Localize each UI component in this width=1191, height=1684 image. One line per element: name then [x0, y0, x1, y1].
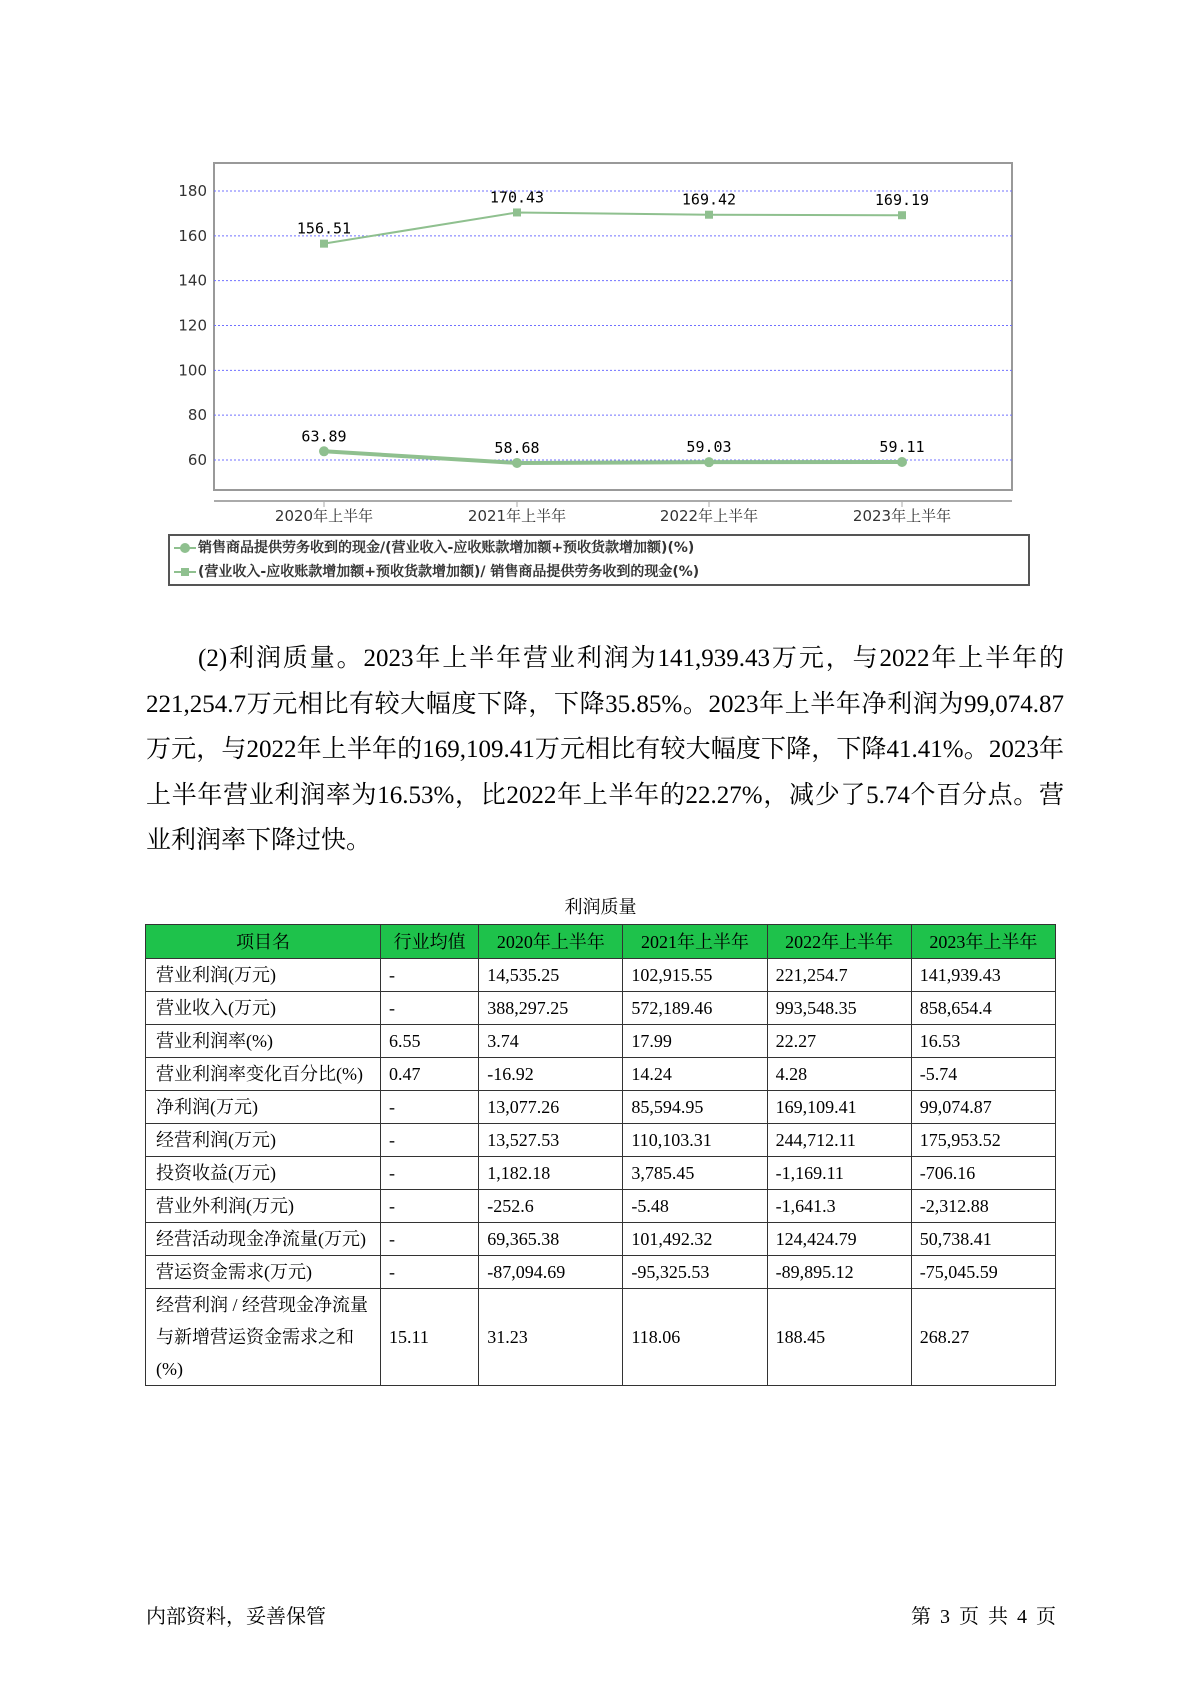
table-row: [146, 992, 1056, 1025]
legend-label: 销售商品提供劳务收到的现金/(营业收入-应收账款增加额+预收货款增加额)(%): [198, 540, 695, 556]
table-cell: 572,189.46: [623, 992, 767, 1025]
table-cell: -95,325.53: [623, 1256, 767, 1289]
table-cell: -252.6: [479, 1190, 623, 1223]
data-label: 59.03: [686, 438, 732, 457]
data-point: [898, 211, 906, 219]
table-cell: 993,548.35: [767, 992, 911, 1025]
table-cell: -: [381, 1256, 479, 1289]
row-label: 营运资金需求(万元): [146, 1256, 381, 1289]
table-cell: 50,738.41: [911, 1223, 1055, 1256]
row-label: 营业外利润(万元): [146, 1190, 381, 1223]
table-row: [146, 1256, 1056, 1289]
table-cell: -: [381, 1157, 479, 1190]
row-label: 经营利润(万元): [146, 1124, 381, 1157]
table-row: [146, 1223, 1056, 1256]
row-label: 营业收入(万元): [146, 992, 381, 1025]
column-header: 2023年上半年: [911, 925, 1055, 959]
row-label: 投资收益(万元): [146, 1157, 381, 1190]
table-cell: -: [381, 1190, 479, 1223]
y-tick-label: 100: [178, 361, 207, 380]
table-header-row: [146, 925, 1056, 959]
legend-item-inverse-ratio: [170, 560, 1028, 584]
y-tick-label: 60: [187, 451, 207, 469]
table-cell: -: [381, 1124, 479, 1157]
table-cell: -75,045.59: [911, 1256, 1055, 1289]
row-label: 营业利润(万元): [146, 959, 381, 992]
x-tick-label: 2022年上半年: [659, 507, 759, 525]
circle-marker-icon: [174, 542, 196, 554]
legend-label: (营业收入-应收账款增加额+预收货款增加额)/ 销售商品提供劳务收到的现金(%): [198, 564, 700, 580]
footer-page-number: 第 3 页 共 4 页: [911, 1606, 1056, 1628]
table-cell: 16.53: [911, 1025, 1055, 1058]
y-tick-label: 120: [178, 316, 207, 335]
table-caption: 利润质量: [564, 897, 637, 917]
table-cell: 141,939.43: [911, 959, 1055, 992]
table-cell: 14.24: [623, 1058, 767, 1091]
data-point: [704, 457, 714, 467]
data-label: 59.11: [879, 437, 925, 456]
table-row: [146, 959, 1056, 992]
x-tick-label: 2020年上半年: [274, 507, 374, 525]
line-chart: [0, 0, 1191, 530]
column-header: 2022年上半年: [767, 925, 911, 959]
table-cell: 169,109.41: [767, 1091, 911, 1124]
table-cell: 118.06: [623, 1289, 767, 1386]
data-point: [897, 457, 907, 467]
table-cell: 99,074.87: [911, 1091, 1055, 1124]
table-cell: -89,895.12: [767, 1256, 911, 1289]
table-cell: 3.74: [479, 1025, 623, 1058]
table-row: [146, 1091, 1056, 1124]
y-tick-label: 160: [178, 226, 207, 245]
table-cell: 175,953.52: [911, 1124, 1055, 1157]
table-cell: -87,094.69: [479, 1256, 623, 1289]
table-cell: 268.27: [911, 1289, 1055, 1386]
row-label: 营业利润率(%): [146, 1025, 381, 1058]
table-cell: 1,182.18: [479, 1157, 623, 1190]
chart-legend: [168, 534, 1030, 586]
table-cell: 15.11: [381, 1289, 479, 1386]
table-cell: 858,654.4: [911, 992, 1055, 1025]
table-cell: 22.27: [767, 1025, 911, 1058]
table-cell: -5.74: [911, 1058, 1055, 1091]
data-point: [513, 208, 521, 216]
table-cell: 244,712.11: [767, 1124, 911, 1157]
legend-item-cash-ratio: [170, 536, 1028, 560]
data-point: [705, 211, 713, 219]
table-cell: 221,254.7: [767, 959, 911, 992]
x-tick-label: 2023年上半年: [852, 507, 952, 525]
data-label: 63.89: [301, 427, 347, 446]
table-cell: 124,424.79: [767, 1223, 911, 1256]
table-cell: 4.28: [767, 1058, 911, 1091]
table-cell: 101,492.32: [623, 1223, 767, 1256]
y-tick-label: 180: [178, 182, 207, 200]
x-tick-label: 2021年上半年: [467, 507, 567, 525]
row-label: 净利润(万元): [146, 1091, 381, 1124]
table-cell: 102,915.55: [623, 959, 767, 992]
table-cell: 110,103.31: [623, 1124, 767, 1157]
profit-quality-table: [145, 924, 1056, 1386]
column-header: 行业均值: [381, 925, 479, 959]
data-label: 170.43: [489, 188, 545, 207]
table-cell: -1,169.11: [767, 1157, 911, 1190]
table-cell: 6.55: [381, 1025, 479, 1058]
table-cell: 85,594.95: [623, 1091, 767, 1124]
column-header: 2020年上半年: [479, 925, 623, 959]
y-tick-label: 80: [187, 406, 207, 425]
column-header: 项目名: [146, 925, 381, 959]
data-label: 169.19: [874, 191, 930, 210]
table-row: [146, 1025, 1056, 1058]
table-cell: -2,312.88: [911, 1190, 1055, 1223]
data-label: 169.42: [681, 190, 737, 209]
table-cell: -16.92: [479, 1058, 623, 1091]
data-point: [512, 458, 522, 468]
footer-confidential: 内部资料，妥善保管: [146, 1606, 326, 1628]
column-header: 2021年上半年: [623, 925, 767, 959]
table-cell: 14,535.25: [479, 959, 623, 992]
table-cell: 188.45: [767, 1289, 911, 1386]
table-cell: 69,365.38: [479, 1223, 623, 1256]
data-point: [319, 446, 329, 456]
profit-quality-paragraph: (2)利润质量。2023年上半年营业利润为141,939.43万元，与2022年上半年的221,254.7万元相比有较大幅度下降，下降35.85%。2023年上半年净利润为99,074.87万元，与2022年上半年的169,109.41万元相比有较大幅度下降，下降41.41%。2023年上半年营业利润率为16.53%，比2022年上半年的22.27%，减少了5.74个百分点。营业利润率下降过快。: [146, 645, 1064, 854]
table-cell: 388,297.25: [479, 992, 623, 1025]
row-label: 经营活动现金净流量(万元): [146, 1223, 381, 1256]
table-row: [146, 1190, 1056, 1223]
table-cell: -: [381, 1091, 479, 1124]
row-label: 营业利润率变化百分比(%): [146, 1058, 381, 1091]
table-cell: -: [381, 959, 479, 992]
table-cell: 13,527.53: [479, 1124, 623, 1157]
table-cell: 0.47: [381, 1058, 479, 1091]
table-cell: 13,077.26: [479, 1091, 623, 1124]
table-row: [146, 1124, 1056, 1157]
square-marker-icon: [174, 566, 196, 578]
row-label: 经营利润 / 经营现金净流量与新增营运资金需求之和(%): [146, 1289, 381, 1386]
y-tick-label: 140: [178, 271, 207, 290]
table-cell: 3,785.45: [623, 1157, 767, 1190]
data-point: [320, 240, 328, 248]
table-cell: -: [381, 992, 479, 1025]
table-cell: 17.99: [623, 1025, 767, 1058]
table-row: [146, 1058, 1056, 1091]
data-label: 58.68: [494, 438, 540, 457]
table-cell: -1,641.3: [767, 1190, 911, 1223]
data-label: 156.51: [296, 219, 352, 238]
table-row: [146, 1289, 1056, 1386]
table-cell: -706.16: [911, 1157, 1055, 1190]
table-cell: -5.48: [623, 1190, 767, 1223]
table-cell: 31.23: [479, 1289, 623, 1386]
table-cell: -: [381, 1223, 479, 1256]
table-row: [146, 1157, 1056, 1190]
